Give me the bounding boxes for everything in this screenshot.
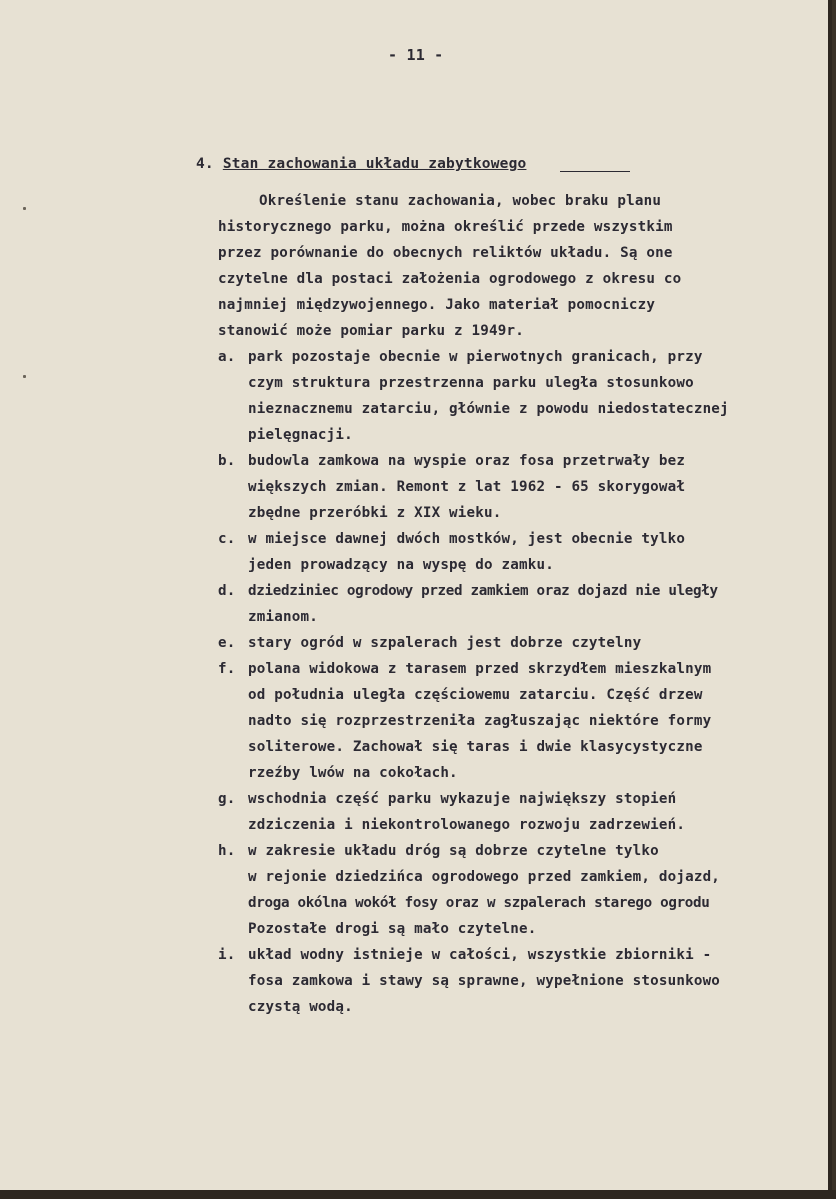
list-item-line: stary ogród w szpalerach jest dobrze czytelny bbox=[248, 635, 642, 651]
list-item-line: nieznacznemu zatarciu, głównie z powodu niedostatecznej bbox=[248, 401, 729, 417]
scan-speck bbox=[23, 207, 26, 210]
list-item-line: wschodnia część parku wykazuje największy stopień bbox=[248, 791, 677, 807]
paragraph-line: stanowić może pomiar parku z 1949r. bbox=[218, 323, 524, 339]
list-item-line: polana widokowa z tarasem przed skrzydłem mieszkalnym bbox=[248, 661, 712, 677]
scan-speck bbox=[23, 375, 26, 378]
list-item-letter: c. bbox=[218, 531, 236, 547]
list-item-line: nadto się rozprzestrzeniła zagłuszając niektóre formy bbox=[248, 713, 712, 729]
paragraph-line: przez porównanie do obecnych reliktów układu. Są one bbox=[218, 245, 673, 261]
list-item-line: zdziczenia i niekontrolowanego rozwoju zadrzewień. bbox=[248, 817, 686, 833]
list-item-line: dziedziniec ogrodowy przed zamkiem oraz dojazd nie uległy bbox=[248, 583, 718, 599]
section-number: 4. bbox=[196, 156, 214, 172]
list-item-line: droga okólna wokół fosy oraz w szpalerach starego ogrodu bbox=[248, 895, 710, 911]
list-item-line: zbędne przeróbki z XIX wieku. bbox=[248, 505, 502, 521]
list-item-line: większych zmian. Remont z lat 1962 - 65 skorygował bbox=[248, 479, 686, 495]
list-item-letter: f. bbox=[218, 661, 236, 677]
list-item-line: soliterowe. Zachował się taras i dwie klasycystyczne bbox=[248, 739, 703, 755]
list-item-letter: a. bbox=[218, 349, 236, 365]
list-item-line: w miejsce dawnej dwóch mostków, jest obecnie tylko bbox=[248, 531, 686, 547]
heading-underline bbox=[560, 171, 630, 172]
list-item-line: rzeźby lwów na cokołach. bbox=[248, 765, 458, 781]
list-item-line: układ wodny istnieje w całości, wszystkie zbiorniki - bbox=[248, 947, 712, 963]
section-heading bbox=[196, 156, 526, 172]
list-item-letter: g. bbox=[218, 791, 236, 807]
paragraph-line: najmniej międzywojennego. Jako materiał pomocniczy bbox=[218, 297, 656, 313]
list-item-line: czystą wodą. bbox=[248, 999, 353, 1015]
list-item-line: w zakresie układu dróg są dobrze czytelne tylko bbox=[248, 843, 659, 859]
list-item-letter: i. bbox=[218, 947, 236, 963]
list-item-line: zmianom. bbox=[248, 609, 318, 625]
paragraph-line: czytelne dla postaci założenia ogrodowego z okresu co bbox=[218, 271, 682, 287]
list-item-line: park pozostaje obecnie w pierwotnych granicach, przy bbox=[248, 349, 703, 365]
list-item-letter: d. bbox=[218, 583, 236, 599]
paragraph-line: Określenie stanu zachowania, wobec braku planu bbox=[259, 193, 662, 209]
list-item-line: pielęgnacji. bbox=[248, 427, 353, 443]
list-item-line: w rejonie dziedzińca ogrodowego przed zamkiem, dojazd, bbox=[248, 869, 721, 885]
list-item-line: od południa uległa częściowemu zatarciu. Część drzew bbox=[248, 687, 703, 703]
list-item-line: jeden prowadzący na wyspę do zamku. bbox=[248, 557, 554, 573]
list-item-line: fosa zamkowa i stawy są sprawne, wypełnione stosunkowo bbox=[248, 973, 721, 989]
scan-border bbox=[0, 1190, 836, 1199]
list-item-line: Pozostałe drogi są mało czytelne. bbox=[248, 921, 537, 937]
list-item-letter: e. bbox=[218, 635, 236, 651]
list-item-line: czym struktura przestrzenna parku uległa stosunkowo bbox=[248, 375, 694, 391]
list-item-letter: h. bbox=[218, 843, 236, 859]
list-item-line: budowla zamkowa na wyspie oraz fosa przetrwały bez bbox=[248, 453, 686, 469]
list-item-letter: b. bbox=[218, 453, 236, 469]
page-number: - 11 - bbox=[388, 46, 444, 64]
section-title: Stan zachowania układu zabytkowego bbox=[222, 156, 527, 172]
paragraph-line: historycznego parku, można określić przede wszystkim bbox=[218, 219, 673, 235]
